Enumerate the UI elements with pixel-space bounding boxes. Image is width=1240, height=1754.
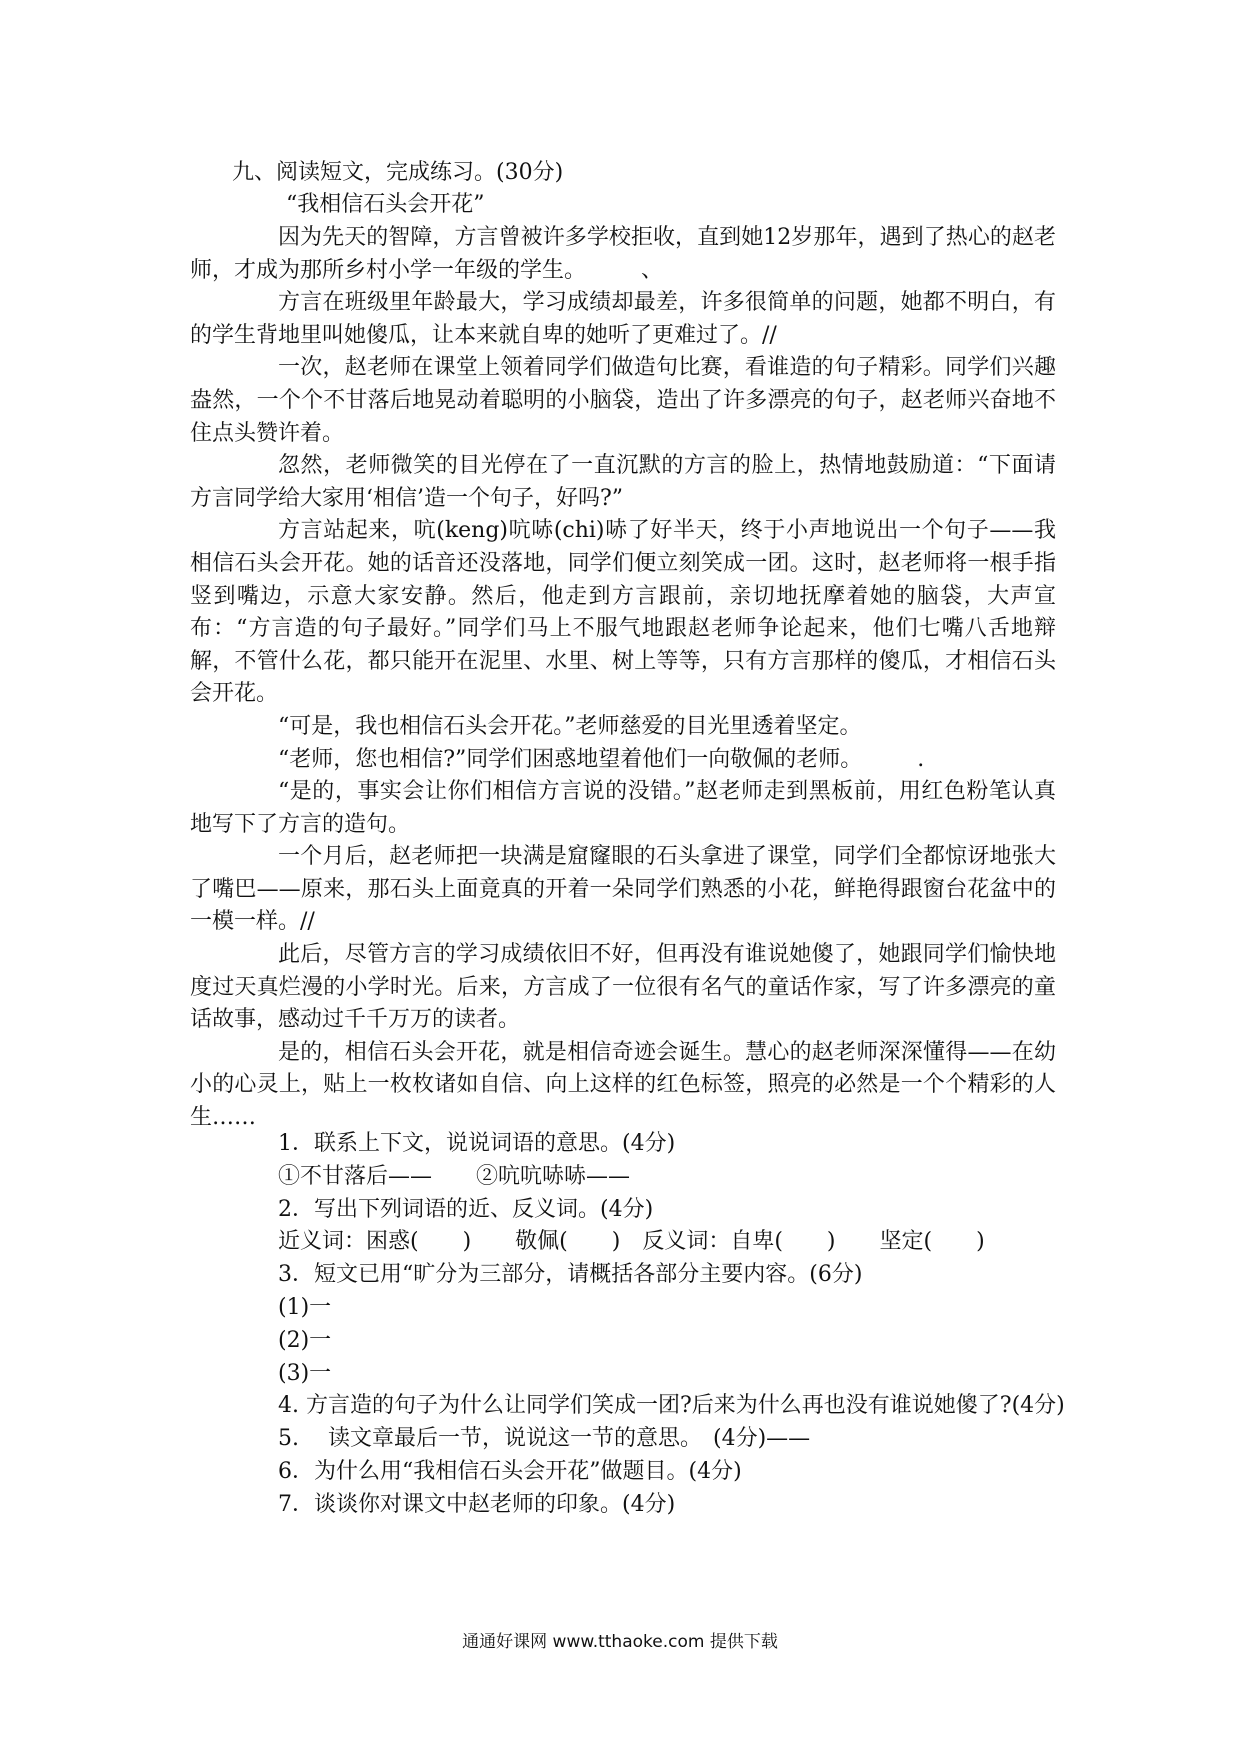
story-paragraph: “是的，事实会让你们相信方言说的没错。”赵老师走到黑板前，用红色粉笔认真地写下了方言的造句。 [190,779,1056,837]
story-paragraph: 此后，尽管方言的学习成绩依旧不好，但再没有谁说她傻了，她跟同学们愉快地度过天真烂漫的小学时光。后来，方言成了一位很有名气的童话作家，写了许多漂亮的童话故事，感动过千千万万的读者。 [190,942,1056,1033]
question-1-items: ①不甘落后—— ②吭吭哧哧—— [278,1163,631,1189]
question-3-part-3: (3)一 [278,1360,332,1386]
question-7: 7．谈谈你对课文中赵老师的印象。(4分) [278,1491,676,1517]
question-2-items: 近义词：困惑( ) 敬佩( ) 反义词：自卑( ) 坚定( ) [278,1229,985,1255]
story-paragraph: 一次，赵老师在课堂上领着同学们做造句比赛，看谁造的句子精彩。同学们兴趣盎然，一个个不甘落后地晃动着聪明的小脑袋，造出了许多漂亮的句子，赵老师兴奋地不住点头赞许着。 [190,355,1056,446]
question-4: 4. 方言造的句子为什么让同学们笑成一团?后来为什么再也没有谁说她傻了?(4分) [278,1393,1065,1419]
story-paragraph: “可是，我也相信石头会开花。”老师慈爱的目光里透着坚定。 [278,713,862,739]
question-list [278,1128,1078,1522]
question-3-part-1: (1)一 [278,1294,332,1320]
story-paragraph: 忽然，老师微笑的目光停在了一直沉默的方言的脸上，热情地鼓励道：“下面请方言同学给大家用‘相信’造一个句子，好吗?” [190,453,1056,511]
section-heading: 九、阅读短文，完成练习。(30分) [232,160,564,185]
story-body [190,222,1056,1135]
story-paragraph: 一个月后，赵老师把一块满是窟窿眼的石头拿进了课堂，同学们全都惊讶地张大了嘴巴——原来，那石头上面竟真的开着一朵同学们熟悉的小花，鲜艳得跟窗台花盆中的一模一样。// [190,844,1056,935]
story-paragraph: 方言在班级里年龄最大，学习成绩却最差，许多很简单的问题，她都不明白，有的学生背地里叫她傻瓜，让本来就自卑的她听了更难过了。// [190,290,1056,348]
question-5: 5. 读文章最后一节，说说这一节的意思。 (4分)—— [278,1426,811,1452]
story-paragraph: 是的，相信石头会开花，就是相信奇迹会诞生。慧心的赵老师深深懂得——在幼小的心灵上，贴上一枚枚诸如自信、向上这样的红色标签，照亮的必然是一个个精彩的人生…… [190,1039,1056,1131]
story-paragraph: “老师，您也相信?”同学们困惑地望着他们一向敬佩的老师。 . [278,746,925,772]
story-paragraph: 因为先天的智障，方言曾被许多学校拒收，直到她12岁那年，遇到了热心的赵老师，才成为那所乡村小学一年级的学生。 、 [190,225,1056,283]
question-6: 6．为什么用“我相信石头会开花”做题目。(4分) [278,1458,742,1484]
question-3: 3．短文已用“旷分为三部分，请概括各部分主要内容。(6分) [278,1262,863,1288]
question-1: 1．联系上下文，说说词语的意思。(4分) [278,1131,676,1156]
question-2: 2．写出下列词语的近、反义词。(4分) [278,1196,654,1222]
story-paragraph: 方言站起来，吭(keng)吭哧(chi)哧了好半天，终于小声地说出一个句子——我相信石头会开花。她的话音还没落地，同学们便立刻笑成一团。这时，赵老师将一根手指竖到嘴边，示意大家安静。然后，他走到方言跟前，亲切地抚摩着她的脑袋，大声宣布：“方言造的句子最好。”同学们马上不服气地跟赵老师争论起来，他们七嘴八舌地辩解，不管什么花，都只能开在泥里、水里、树上等等，只有方言那样的傻瓜，才相信石头会开花。 [190,518,1056,707]
question-3-part-2: (2)一 [278,1327,332,1353]
footer-credit: 通通好课网 www.tthaoke.com 提供下载 [462,1632,778,1652]
story-title: “我相信石头会开花” [286,192,485,217]
